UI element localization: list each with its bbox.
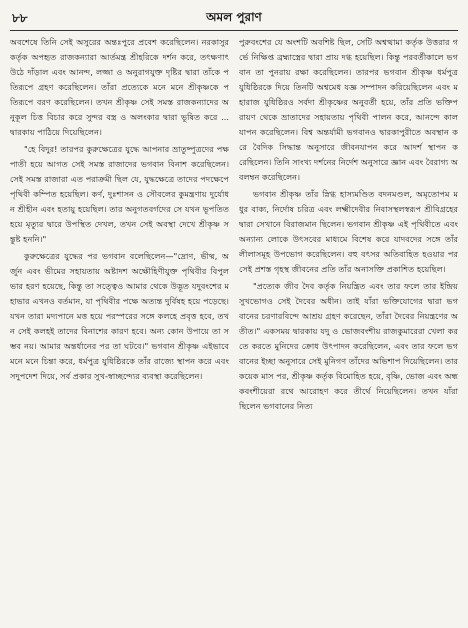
- paragraph: "প্রত্যেক জীব দৈব কর্তৃক নিয়ন্ত্রিত এবং তার ফলে তার ইন্দ্রিয় সুখভোগও সেই দৈবের অধীন। তাই যাঁরা ভক্তিযোগের দ্বারা ভগবানের চরণারবিন্দে আশ্রয় গ্রহণ করেছেন, তাঁরা দৈবের নিয়ন্ত্রণের অতীত।" একসময় দ্বারকায় যদু ও ভোজবংশীয় রাজকুমারেরা খেলা করতে করতে মুনিদের ক্রোধ উৎপাদন করেছিলেন, এবং তার ফলে ভগবানের ইচ্ছা অনুসারে সেই মুনিগণ তাঁদের অভিশাপ দিয়েছিলেন। তার কয়েক মাস পর, শ্রীকৃষ্ণ কর্তৃক বিমোহিত হয়ে, বৃষ্ণি, ভোজ এবং অন্ধকবংশীয়েরা রথে আরোহণ করে তীর্থে নিয়েছিলেন। তখন যাঁরা ছিলেন ভগবানের নিত্য: [239, 281, 458, 411]
- running-title: অমল পুরাণ: [206, 10, 262, 24]
- paragraph: "হে বিদুর! তারপর কুরুক্ষেত্রের যুদ্ধে আপনার ভ্রাতুষ্পুত্রদের পক্ষপাতী হয়ে আগত সেই সমস্ত রাজাদের ভগবান বিনাশ করেছিলেন। সেই সমস্ত রাজারা এত পরাক্রমী ছিল যে, যুদ্ধক্ষেত্রে তাদের পদক্ষেপে পৃথিবী কম্পিত হয়েছিল। কর্ণ, দুঃশাসন ও সৌবলের কুমন্ত্রণায় দুর্যোধন শ্রীহীন এবং হতায়ু হয়েছিল। তার অনুগতবর্গদের সে যখন ভূপতিত হয়ে মৃত্যুর দ্বারে উপস্থিত দেখল, তখন সেই অবস্থা দেখে শ্রীকৃষ্ণ সন্তুষ্ট হননি।": [10, 144, 229, 244]
- header-rule: [10, 30, 458, 31]
- text-columns: [10, 35, 458, 625]
- page-header: [10, 6, 458, 30]
- left-column: [10, 35, 229, 625]
- paragraph: অবশেষে তিনি সেই অসুরের অন্তঃপুরে প্রবেশ করেছিলেন। নরকাসুর কর্তৃক অপহৃত রাজকন্যারা আর্তমন্ত্র শ্রীহরিকে দর্শন করে, তৎক্ষণাৎ উঠে দাঁড়াল এবং আনন্দ, লজ্জা ও অনুরাগযুক্ত দৃষ্টির দ্বারা তাঁকে পতিরূপে গ্রহণ করেছিলেন। তাঁরা প্রত্যেকে মনে মনে শ্রীকৃষ্ণকে পতিরূপে বরণ করেছিলেন। তখন শ্রীকৃষ্ণ সেই সমস্ত রাজকন্যাদের অনুকূল চিত্ত বিচার করে সুন্দর বস্ত্র ও অলংকার দ্বারা ভূষিত করে ... দ্বারকায় পাঠিয়ে দিয়েছিলেন।: [10, 37, 229, 137]
- page-number: ৮৮: [12, 11, 28, 25]
- paragraph: কুরুক্ষেত্রের যুদ্ধের পর ভগবান বলেছিলেন—"দ্রোণ, ভীষ্ম, অর্জুন এবং ভীমের সহায়তায় অষ্টাদশ অক্ষৌহিণীযুক্ত পৃথিবীর বিপুল ভার হরণ হয়েছে, কিন্তু তা সত্ত্বেও আমার থেকে উদ্ভূত যদুবংশের মহাভার এখনও বর্তমান, যা পৃথিবীর পক্ষে অত্যন্ত দুর্বিষহ হয়ে পড়েছে। যখন তারা মদ্যপানে মত্ত হয়ে পরস্পরের সঙ্গে কলহে প্রবৃত্ত হবে, তখন সেই কলহই তাদের বিনাশের কারণ হবে। অন্য কোন উপায়ে তা সম্ভব নয়। আমার অন্তর্ধানের পর তা ঘটবে।" ভগবান শ্রীকৃষ্ণ এইভাবে মনে মনে চিন্তা করে, ধর্মপুত্র যুধিষ্ঠিরকে তাঁর রাজ্যে স্থাপন করে এবং সদুপদেশ দিয়ে, সর্ব প্রকার সুখ-স্বাচ্ছন্দ্যের ব্যবস্থা করেছিলেন।: [10, 251, 229, 381]
- paragraph: পুরুবংশের যে অংশটি অবশিষ্ট ছিল, সেটি অশ্বত্থামা কর্তৃক উত্তরার গর্ভে নিক্ষিপ্ত ব্রহ্মাস্ত্রের দ্বারা প্রায় দগ্ধ হয়েছিল। কিন্তু পরবর্তীকালে ভগবান তা পুনরায় রক্ষা করেছিলেন। তারপর ভগবান শ্রীকৃষ্ণ ধর্মপুত্র যুধিষ্ঠিরকে দিয়ে তিনটি অশ্বমেধ যজ্ঞ সম্পাদন করিয়েছিলেন এবং মহারাজ যুধিষ্ঠিরও সর্বদা শ্রীকৃষ্ণের অনুবর্তী হয়ে, তাঁর প্রতি ভক্তিপরায়ণ থেকে ভ্রাতাদের সহায়তায় পৃথিবী পালন করে, আনন্দে কালযাপন করেছিলেন। বিশ্ব অন্তর্যামী ভগবানও দ্বারকাপুরীতে অবস্থান করে বৈদিক সিদ্ধান্ত অনুসারে জীবনযাপন করে আদর্শ স্থাপন করেছিলেন। তিনি সাংখ্য দর্শনের নির্দেশ অনুসারে জ্ঞান এবং বৈরাগ্য অবলম্বন করেছিলেন।: [239, 37, 458, 182]
- paragraph: ভগবান শ্রীকৃষ্ণ তাঁর স্নিগ্ধ হাস্যমণ্ডিত বদনমণ্ডল, অমৃতোপম মধুর বাক্য, নির্দোষ চরিত্র এবং লক্ষ্মীদেবীর নিবাসস্থলস্বরূপ শ্রীবিগ্রহের দ্বারা সেখানে বিরাজমান ছিলেন। ভগবান শ্রীকৃষ্ণ এই পৃথিবীতে এবং অন্যান্য লোকে উৎসবের মাধ্যমে বিশেষ করে যাদবদের সঙ্গে তাঁর লীলাসমূহ উপভোগ করেছিলেন। বহু বৎসর অতিবাহিত হওয়ার পর সেই প্রশস্ত গৃহস্থ জীবনের প্রতি তাঁর অনাসক্তি প্রকাশিত হয়েছিল।: [239, 189, 458, 274]
- right-column: [239, 35, 458, 625]
